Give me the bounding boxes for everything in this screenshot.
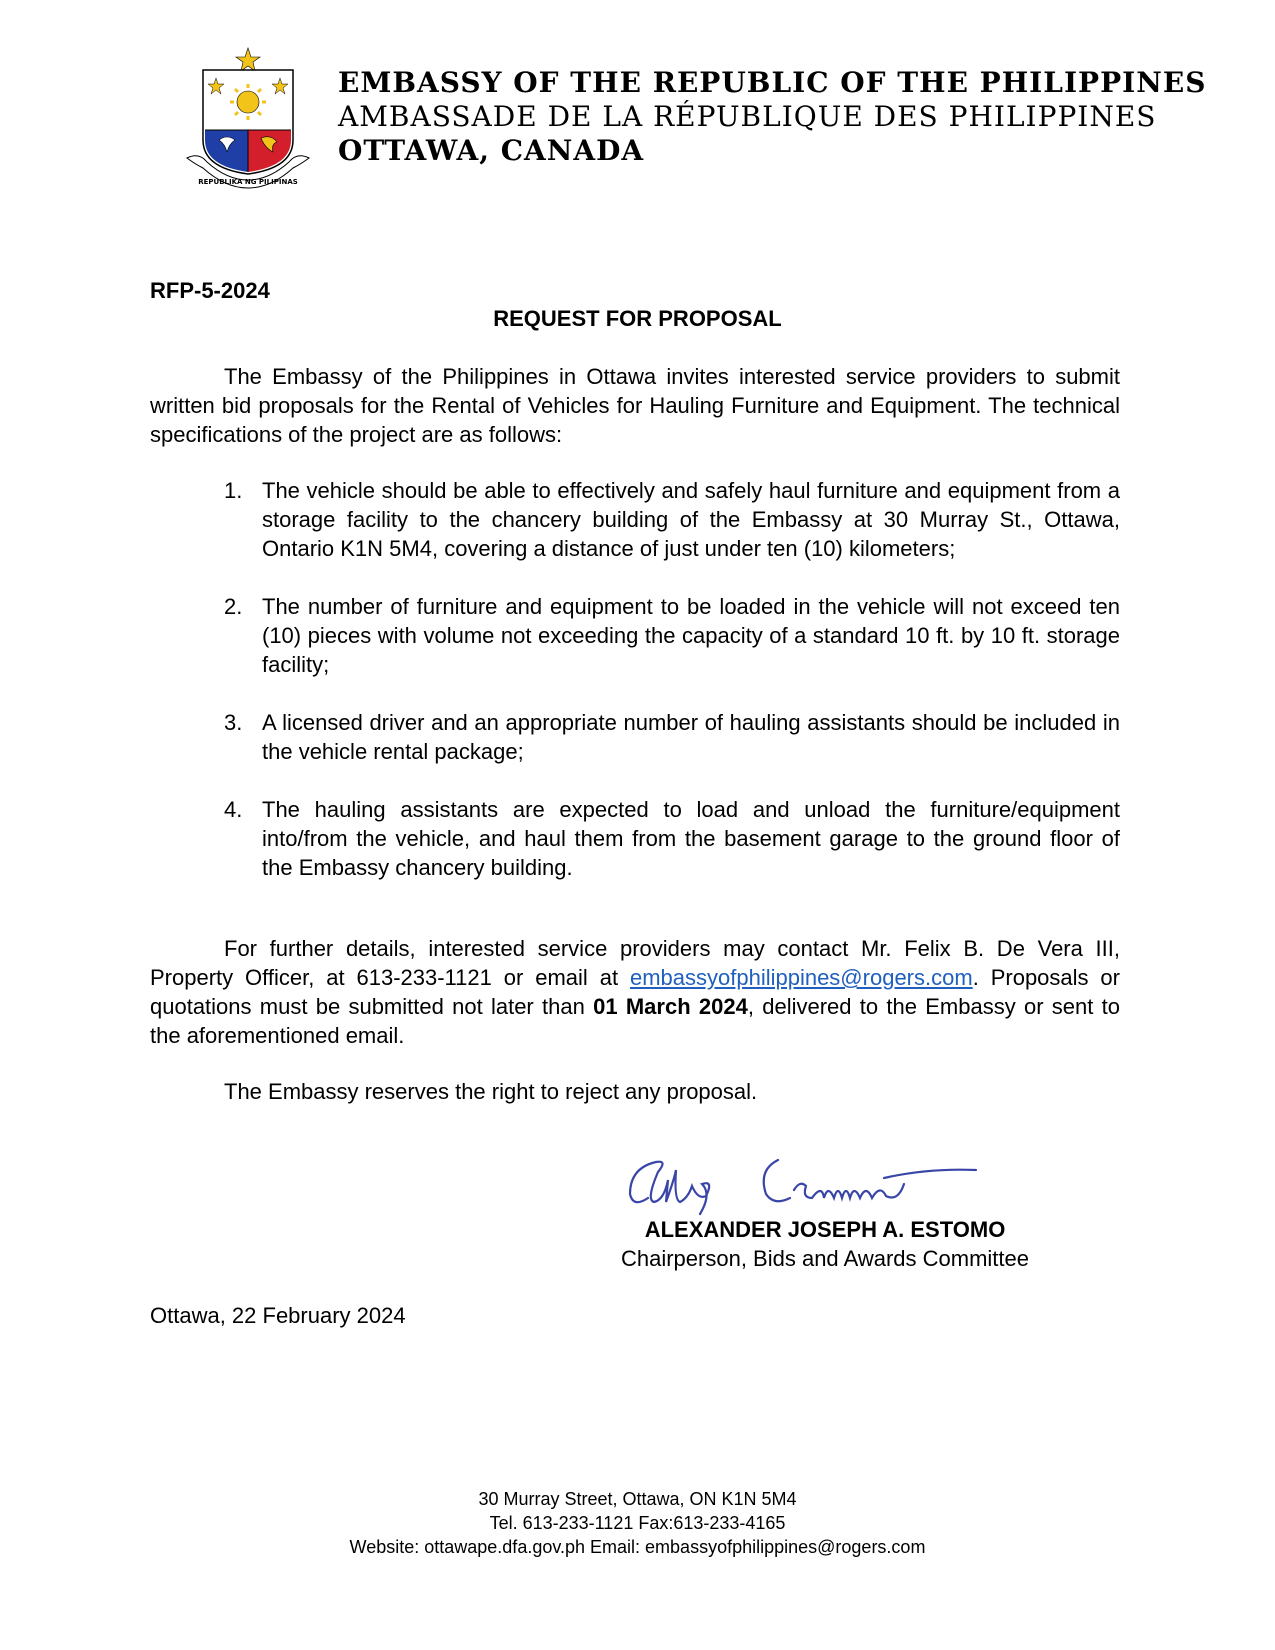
deadline-date: 01 March 2024: [593, 994, 748, 1019]
list-item: [150, 476, 1120, 563]
list-text: The number of furniture and equipment to be loaded in the vehicle will not exceed ten (10) pieces with volume not exceeding the capacity of a standard 10 ft. by 10 ft. storage facility;: [262, 594, 1120, 677]
signatory-position: Chairperson, Bids and Awards Committee: [620, 1246, 1029, 1271]
list-item: [150, 708, 1120, 766]
footer: [0, 1487, 1275, 1559]
delivery-text: , delivered to the Embassy or sent to the aforementioned email.: [150, 994, 1120, 1048]
contact-text: For further details, interested service providers may contact Mr. Felix B. De Vera III, Property Officer, at 613-233-1121 or email at: [150, 936, 1120, 990]
list-number: 3.: [224, 710, 243, 735]
seal-text: REPUBLIKA NG PILIPINAS: [198, 178, 298, 186]
email-link[interactable]: embassyofphilippines@rogers.com: [629, 965, 973, 990]
letterhead: [338, 66, 1206, 168]
letterhead-english: EMBASSY OF THE REPUBLIC OF THE PHILIPPINES: [338, 66, 1207, 99]
list-item: [150, 592, 1120, 679]
letterhead-city: OTTAWA, CANADA: [338, 134, 645, 167]
signature: [628, 1150, 1028, 1220]
signatory-name: ALEXANDER JOSEPH A. ESTOMO: [644, 1217, 1006, 1242]
list-item: [150, 795, 1120, 882]
letterhead-french: AMBASSADE DE LA RÉPUBLIQUE DES PHILIPPINES: [338, 100, 1157, 133]
philippine-seal-icon: [183, 40, 313, 190]
document-title: REQUEST FOR PROPOSAL: [493, 306, 782, 331]
specifications-list: [150, 476, 1120, 882]
reservation-paragraph: The Embassy reserves the right to reject any proposal.: [224, 1079, 758, 1104]
list-number: 2.: [224, 594, 243, 619]
place-date: Ottawa, 22 February 2024: [150, 1303, 406, 1328]
list-text: The hauling assistants are expected to load and unload the furniture/equipment into/from the vehicle, and haul them from the basement garage to the ground floor of the Embassy chancery building.: [262, 797, 1120, 880]
footer-phone: Tel. 613-233-1121 Fax:613-233-4165: [489, 1513, 786, 1533]
footer-web-email: Website: ottawape.dfa.gov.ph Email: embassyofphilippines@rogers.com: [349, 1537, 926, 1557]
reference-number: RFP-5-2024: [150, 278, 270, 303]
contact-paragraph: [150, 934, 1120, 1050]
list-text: A licensed driver and an appropriate number of hauling assistants should be included in the vehicle rental package;: [262, 710, 1120, 764]
intro-paragraph: The Embassy of the Philippines in Ottawa invites interested service providers to submit written bid proposals for the Rental of Vehicles for Hauling Furniture and Equipment. The technical specifications of the project are as follows:: [150, 364, 1120, 447]
list-number: 4.: [224, 797, 243, 822]
list-number: 1.: [224, 478, 243, 503]
deadline-intro: . Proposals or quotations must be submitted not later than: [150, 965, 1120, 1019]
footer-address: 30 Murray Street, Ottawa, ON K1N 5M4: [478, 1489, 797, 1509]
list-text: The vehicle should be able to effectively and safely haul furniture and equipment from a storage facility to the chancery building of the Embassy at 30 Murray St., Ottawa, Ontario K1N 5M4, covering a distance of just under ten (10) kilometers;: [262, 478, 1120, 561]
